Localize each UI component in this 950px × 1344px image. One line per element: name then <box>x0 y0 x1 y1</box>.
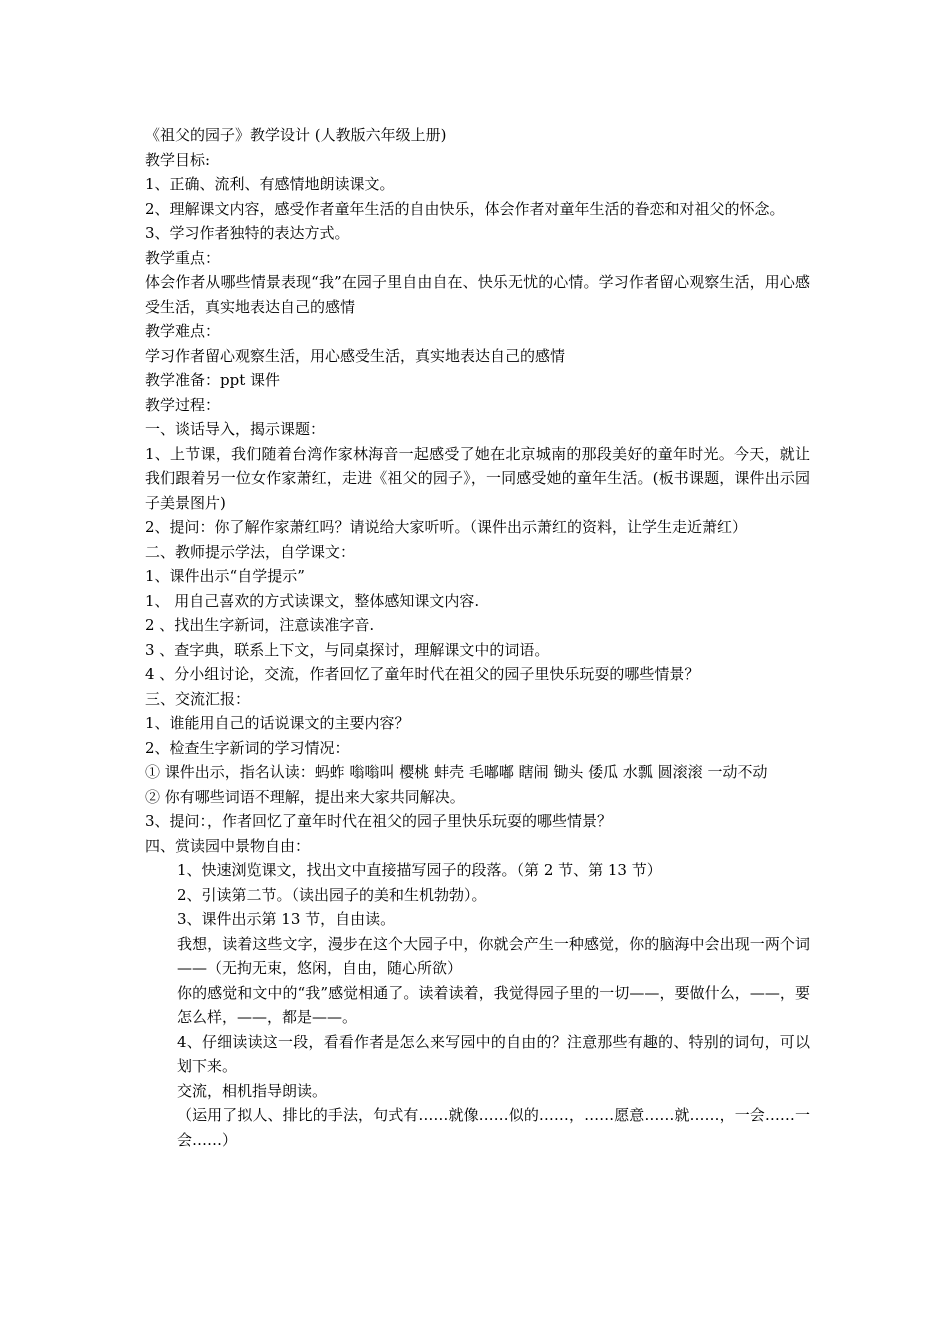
paragraph: 1、课件出示“自学提示” <box>145 567 305 585</box>
paragraph: 1、谁能用自己的话说课文的主要内容？ <box>145 714 410 732</box>
paragraph: 2、检查生字新词的学习情况： <box>145 738 350 757</box>
paragraph: 体会作者从哪些情景表现“我”在园子里自由自在、快乐无忧的心情。学习作者留心观察生活，用心感受生活，真实地表达自己的感情 <box>145 273 810 316</box>
paragraph: 1、上节课，我们随着台湾作家林海音一起感受了她在北京城南的那段美好的童年时光。今天，就让我们跟着另一位女作家萧红，走进《祖父的园子》，一同感受她的童年生活。(板书课题，课件出示园子美景图片) <box>145 444 810 512</box>
paragraph: 3 、查字典，联系上下文，与同桌探讨，理解课文中的词语。 <box>145 640 550 659</box>
paragraph: 交流，相机指导朗读。 <box>177 1081 328 1100</box>
paragraph: 2、理解课文内容，感受作者童年生活的自由快乐，体会作者对童年生活的眷恋和对祖父的怀念。 <box>145 199 785 218</box>
paragraph: 3、提问：，作者回忆了童年时代在祖父的园子里快乐玩耍的哪些情景？ <box>145 812 613 830</box>
paragraph: 2、引读第二节。（读出园子的美和生机勃勃）。 <box>177 885 487 904</box>
paragraph: 1、正确、流利、有感情地朗读课文。 <box>145 175 395 193</box>
section-heading: 教学过程： <box>145 395 221 414</box>
paragraph: ② 你有哪些词语不理解，提出来大家共同解决。 <box>145 787 465 806</box>
section-heading: 二、教师提示学法，自学课文： <box>145 542 356 561</box>
section-heading: 四、赏读园中景物自由： <box>145 836 311 855</box>
paragraph: 4 、分小组讨论，交流，作者回忆了童年时代在祖父的园子里快乐玩耍的哪些情景？ <box>145 665 700 683</box>
paragraph: 学习作者留心观察生活，用心感受生活，真实地表达自己的感情 <box>145 346 566 365</box>
paragraph: 教学准备：ppt 课件 <box>145 371 281 389</box>
section-heading: 教学难点： <box>145 322 221 340</box>
paragraph: 1、快速浏览课文，找出文中直接描写园子的段落。（第 2 节、第 13 节） <box>177 861 662 879</box>
paragraph: （运用了拟人、排比的手法，句式有……就像……似的……，……愿意……就……，一会……一会……） <box>177 1106 810 1149</box>
paragraph: 4、仔细读读这一段，看看作者是怎么来写园中的自由的？注意那些有趣的、特别的词句，可以划下来。 <box>177 1032 810 1075</box>
section-heading: 教学目标: <box>145 150 211 169</box>
section-heading: 三、交流汇报： <box>145 689 251 708</box>
paragraph: 我想，读着这些文字，漫步在这个大园子中，你就会产生一种感觉，你的脑海中会出现一两个词——（无拘无束，悠闲，自由，随心所欲） <box>177 934 810 977</box>
paragraph: 2、提问：你了解作家萧红吗？请说给大家听听。（课件出示萧红的资料，让学生走近萧红） <box>145 518 748 536</box>
document-body <box>145 123 810 1152</box>
paragraph: 1、 用自己喜欢的方式读课文，整体感知课文内容. <box>145 591 480 610</box>
paragraph: 3、课件出示第 13 节，自由读。 <box>177 910 396 928</box>
paragraph: ① 课件出示，指名认读：蚂蚱 嗡嗡叫 樱桃 蚌壳 毛嘟嘟 瞎闹 锄头 倭瓜 水瓢 圆滚滚 一动不动 <box>145 763 768 781</box>
paragraph: 2 、找出生字新词，注意读准字音. <box>145 616 375 634</box>
paragraph: 3、学习作者独特的表达方式。 <box>145 224 350 242</box>
section-heading: 一、谈话导入，揭示课题： <box>145 420 326 438</box>
doc-title: 《祖父的园子》教学设计 (人教版六年级上册) <box>145 126 447 144</box>
section-heading: 教学重点： <box>145 248 221 267</box>
paragraph: 你的感觉和文中的“我”感觉相通了。读着读着，我觉得园子里的一切——，要做什么，——，要怎么样，——，都是——。 <box>177 983 810 1026</box>
